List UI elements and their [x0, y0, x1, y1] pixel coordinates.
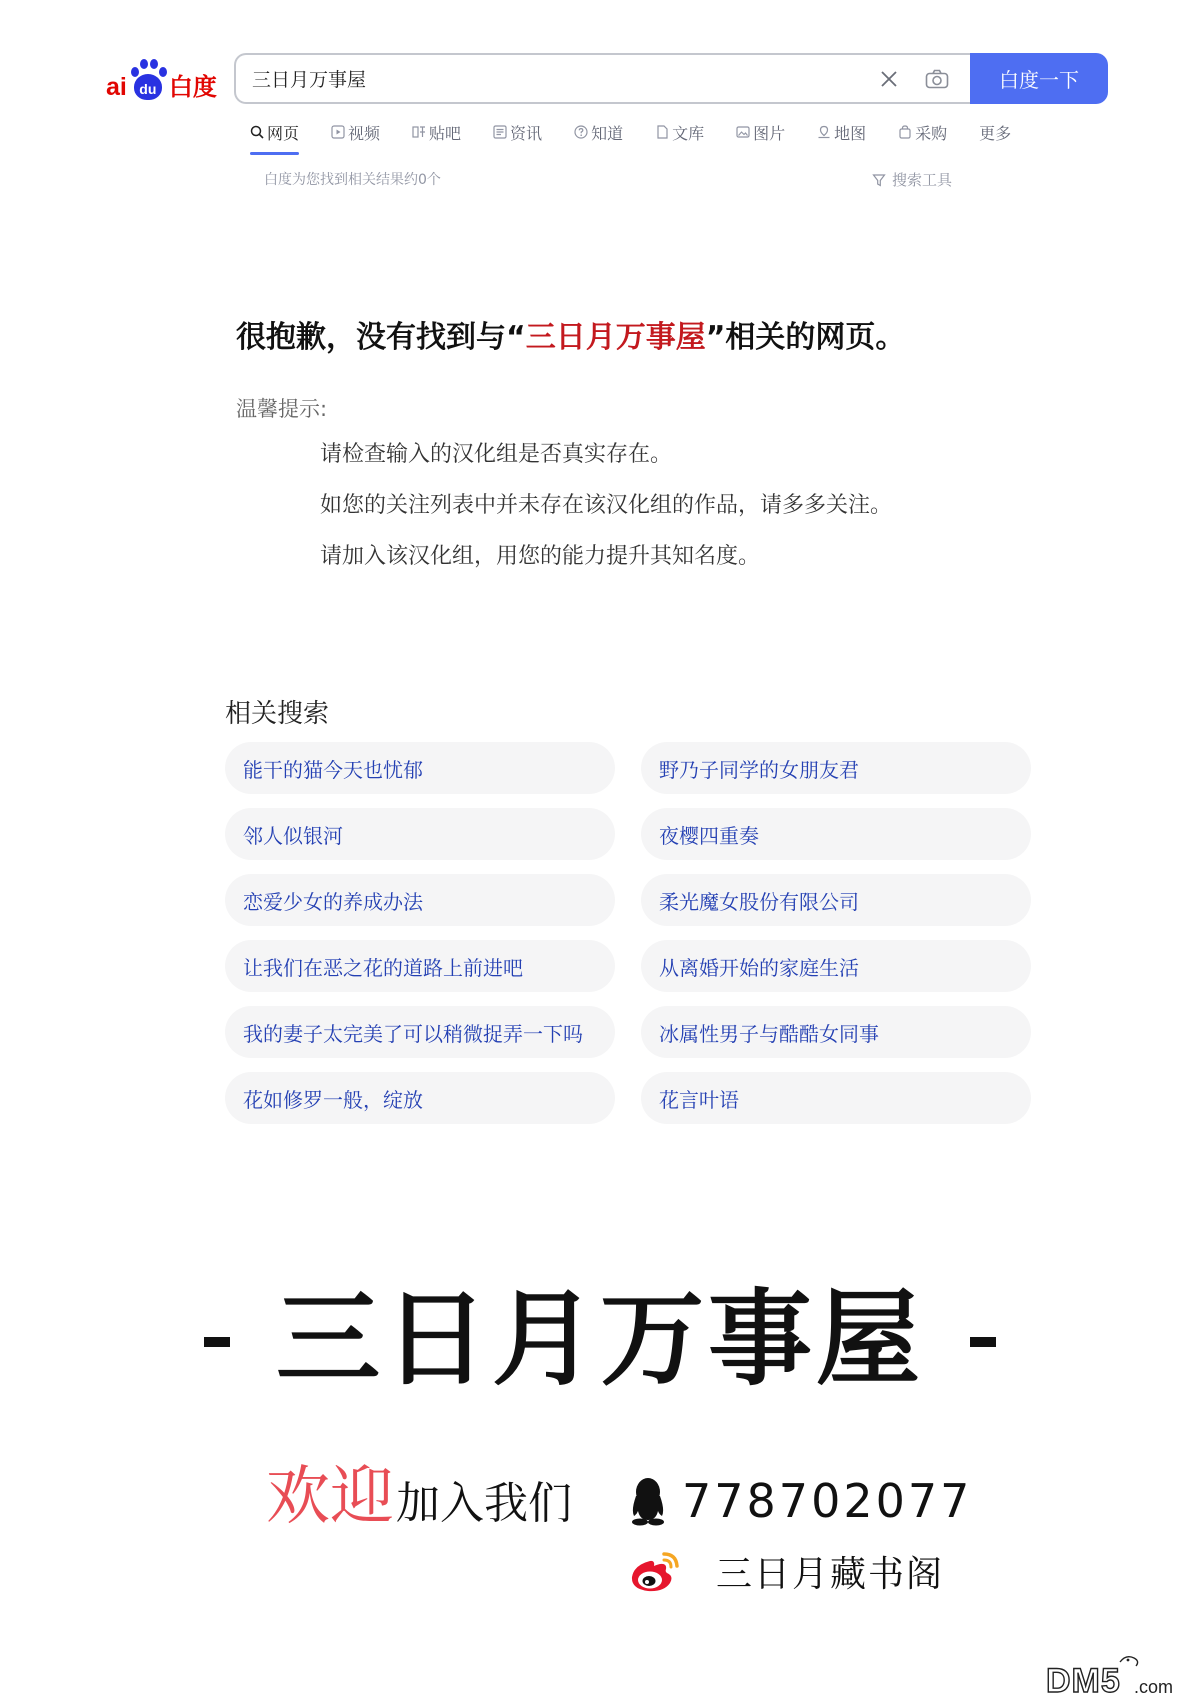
related-searches	[225, 742, 1031, 1124]
image-icon	[736, 125, 750, 139]
weibo-name: 三日月藏书阁	[716, 1554, 945, 1595]
svg-text:.com: .com	[1134, 1677, 1174, 1697]
news-icon	[493, 125, 507, 139]
clear-icon[interactable]	[872, 62, 906, 96]
related-item[interactable]: 能干的猫今天也忧郁	[225, 742, 615, 794]
search-tools-label: 搜索工具	[892, 171, 953, 189]
welcome-text	[266, 1460, 572, 1534]
tab-web[interactable]	[250, 118, 299, 146]
search-box	[234, 53, 970, 104]
tab-map[interactable]	[817, 118, 866, 146]
dash-left	[204, 1337, 230, 1347]
question-icon	[574, 125, 588, 139]
qq-number: 778702077	[682, 1474, 973, 1528]
search-tools-button[interactable]	[872, 169, 952, 190]
related-item[interactable]: 柔光魔女股份有限公司	[641, 874, 1031, 926]
tab-label: 更多	[979, 123, 1012, 143]
tip-item: 如您的关注列表中并未存在该汉化组的作品，请多多关注。	[320, 493, 893, 518]
tab-tieba[interactable]	[412, 118, 461, 146]
search-tabs	[250, 118, 1043, 146]
related-item[interactable]: 野乃子同学的女朋友君	[641, 742, 1031, 794]
related-item[interactable]: 让我们在恶之花的道路上前进吧	[225, 940, 615, 992]
tab-label: 网页	[267, 123, 300, 143]
tab-label: 地图	[834, 123, 867, 143]
related-item[interactable]: 冰属性男子与酷酷女同事	[641, 1006, 1031, 1058]
headline-query: 三日月万事屋	[525, 320, 706, 355]
no-result-headline	[236, 312, 905, 356]
tieba-icon	[412, 125, 426, 139]
dm5-watermark-logo	[1046, 1652, 1188, 1698]
tab-label: 图片	[753, 123, 786, 143]
tab-label: 文库	[672, 123, 705, 143]
tip-item: 请检查输入的汉化组是否真实存在。	[320, 442, 673, 467]
headline-prefix: 很抱歉，没有找到与“	[236, 320, 526, 355]
logo-baidu-text: 白度	[168, 73, 217, 101]
qq-penguin-icon	[628, 1476, 668, 1526]
tab-label: 采购	[915, 123, 948, 143]
filter-icon	[872, 173, 886, 187]
tab-wenku[interactable]	[655, 118, 704, 146]
result-count: 白度为您找到相关结果约0个	[264, 172, 441, 188]
tab-video[interactable]	[331, 118, 380, 146]
group-name-banner	[0, 1255, 1200, 1405]
tab-label: 资讯	[510, 123, 543, 143]
group-name: 三日月万事屋	[275, 1277, 924, 1400]
svg-text:DM5: DM5	[1046, 1662, 1121, 1698]
document-icon	[655, 125, 669, 139]
tips-list	[320, 440, 892, 593]
related-item[interactable]: 邻人似银河	[225, 808, 615, 860]
tab-more[interactable]	[979, 118, 1011, 146]
related-item[interactable]: 恋爱少女的养成办法	[225, 874, 615, 926]
related-title: 相关搜索	[225, 699, 330, 729]
logo-ai-text: ai	[106, 73, 127, 101]
related-item[interactable]: 夜樱四重奏	[641, 808, 1031, 860]
weibo-icon	[628, 1551, 680, 1593]
related-item[interactable]: 花言叶语	[641, 1072, 1031, 1124]
tip-item: 请加入该汉化组，用您的能力提升其知名度。	[320, 544, 761, 569]
weibo-contact	[628, 1546, 944, 1597]
shopping-bag-icon	[898, 125, 912, 139]
dash-right	[970, 1337, 996, 1347]
tab-label: 贴吧	[429, 123, 462, 143]
tab-label: 知道	[591, 123, 624, 143]
search-icon	[250, 125, 264, 139]
related-item[interactable]: 我的妻子太完美了可以稍微捉弄一下吗	[225, 1006, 615, 1058]
welcome-highlight: 欢迎	[266, 1460, 394, 1534]
tab-images[interactable]	[736, 118, 785, 146]
camera-icon[interactable]	[920, 62, 954, 96]
tab-purchase[interactable]	[898, 118, 947, 146]
tab-label: 视频	[348, 123, 381, 143]
tab-news[interactable]	[493, 118, 542, 146]
baidu-logo[interactable]	[106, 56, 218, 102]
map-icon	[817, 125, 831, 139]
headline-suffix: ”相关的网页。	[705, 320, 906, 355]
tips-title: 温馨提示:	[236, 397, 328, 421]
related-item[interactable]: 从离婚开始的家庭生活	[641, 940, 1031, 992]
related-item[interactable]: 花如修罗一般，绽放	[225, 1072, 615, 1124]
qq-contact	[628, 1474, 972, 1528]
tab-zhidao[interactable]	[574, 118, 623, 146]
search-input[interactable]	[252, 68, 872, 90]
paw-icon: du	[129, 58, 167, 102]
welcome-rest: 加入我们	[396, 1478, 572, 1529]
search-bar	[234, 53, 1108, 104]
search-button[interactable]: 白度一下	[970, 53, 1108, 104]
video-icon	[331, 125, 345, 139]
